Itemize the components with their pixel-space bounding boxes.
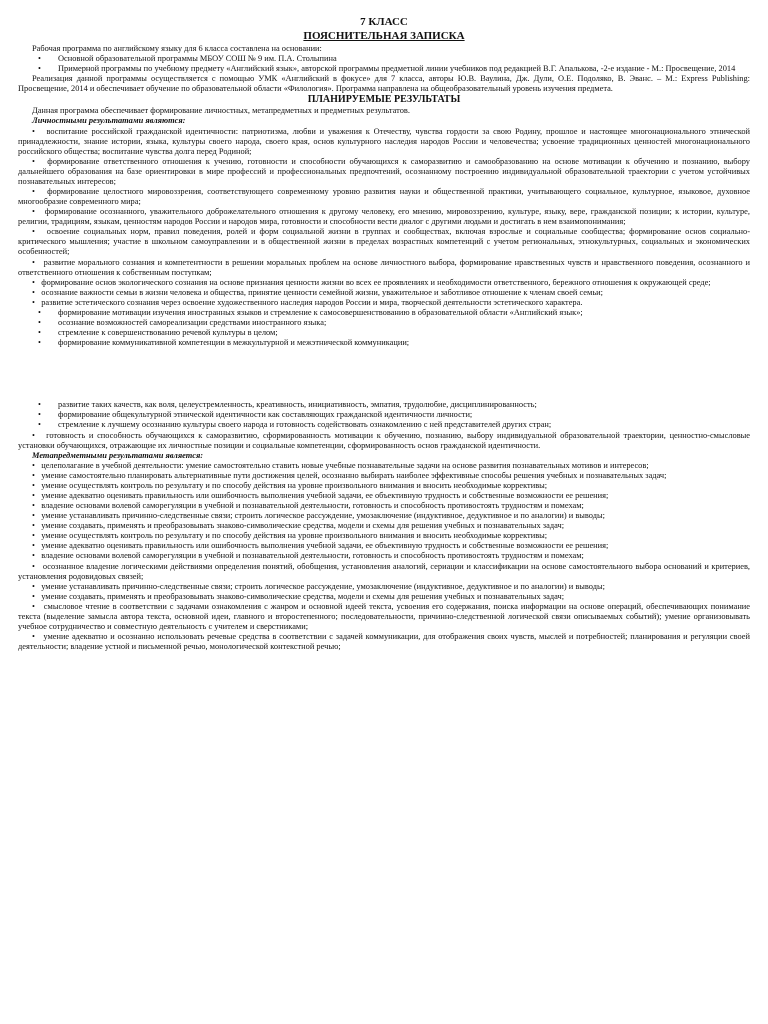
list-item: • умение адекватно оценивать правильность или ошибочность выполнения учебной задачи, ее объективную трудность и собственные возможности ее решения; xyxy=(32,490,609,500)
list-item: • формирование ответственного отношения к учению, готовности и способности обучающихся к саморазвитию и самообразованию на основе мотивации к обучению и познанию, выбору дальнейшего образования на базе ориентировки в мире профессий и профессиональных предпочтений, осознанному построению индивидуальной образовательной траектории с учетом устойчивых познавательных интересов; xyxy=(18,156,750,186)
list-item: • формирование мотивации изучения иностранных языков и стремление к самосовершенствованию в образовательной области «Английский язык»; xyxy=(18,308,750,318)
list-item: • готовность и способность обучающихся к саморазвитию, сформированность мотивации к обучению, познанию, выбору индивидуальной образовательной траектории, ценностно-смысловые установки обучающихся, отражающие их личностные позиции и социальные компетенции, сформированность основ гражданской идентичности. xyxy=(18,430,750,450)
results-paragraph: Данная программа обеспечивает формирование личностных, метапредметных и предметных результатов. xyxy=(32,106,410,116)
list-item: • умение устанавливать причинно-следственные связи; строить логическое рассуждение, умозаключение (индуктивное, дедуктивное и по аналогии) и выводы; xyxy=(32,511,605,521)
list-item: • владение основами волевой саморегуляции в учебной и познавательной деятельности, готовность и способность противостоять трудностям и помехам; xyxy=(32,501,584,511)
meta-results-lead: Метапредметными результатами является: xyxy=(32,450,204,460)
list-item: • умение осуществлять контроль по результату и по способу действия на уровне произвольного внимания и вносить необходимые коррективы; xyxy=(32,480,548,490)
list-item: • умение самостоятельно планировать альтернативные пути достижения целей, осознанно выбирать наиболее эффективные способы решения учебных и познавательных задач; xyxy=(32,470,667,480)
list-item: • умение осуществлять контроль по результату и по способу действия на уровне произвольного внимания и вносить необходимые коррективы; xyxy=(32,531,548,541)
list-item: • Примерной программы по учебному предмету «Английский язык», авторской программы предметной линии учебников под редакцией В.Г. Апалькова, -2-е издание - М.: Просвещение, 2014 xyxy=(18,64,750,74)
list-item: • осознание важности семьи в жизни человека и общества, принятие ценности семейной жизни, уважительное и заботливое отношение к членам своей семьи; xyxy=(32,287,603,297)
list-item: • воспитание российской гражданской идентичности: патриотизма, любви и уважения к Отечеству, чувства гордости за свою Родину, прошлое и настоящее многонационального этнической принадлежности, знание истории, языка, культуры своего народа, своего края, основ культурного наследия народов России и человечества; усвоение традиционных ценностей многонационального российского общества; воспитание чувства долга перед Родиной; xyxy=(18,126,751,156)
document-title: ПОЯСНИТЕЛЬНАЯ ЗАПИСКА xyxy=(303,29,465,42)
implementation-paragraph: Реализация данной программы осуществляется с помощью УМК «Английский в фокусе» для 7 класса, авторы Ю.В. Ваулина, Дж. Дули, О.Е. Подоляко, В. Эванс. – М.: Express Publishing: Просвещение, 2014 и обеспечивает обучение по образовательной области «Филология». Программа направлена на общеобразовательный уровень изучения предмета. xyxy=(18,73,750,93)
list-item: • стремление к лучшему осознанию культуры своего народа и готовность содействовать ознакомлению с ней представителей других стран; xyxy=(18,420,750,430)
list-item: • формирование коммуникативной компетенции в межкультурной и межэтнической коммуникации; xyxy=(18,338,750,348)
list-item: • стремление к совершенствованию речевой культуры в целом; xyxy=(18,328,750,338)
list-item: • владение основами волевой саморегуляции в учебной и познавательной деятельности, готовность и способность противостоять трудностям и помехам; xyxy=(32,551,584,561)
section-heading: ПЛАНИРУЕМЫЕ РЕЗУЛЬТАТЫ xyxy=(307,93,461,105)
list-item: • целеполагание в учебной деятельности: умение самостоятельно ставить новые учебные познавательные задачи на основе развития познавательных мотивов и интересов; xyxy=(32,460,649,470)
intro-list xyxy=(18,54,750,74)
meta-results-list xyxy=(18,461,750,652)
personal-results-list-3 xyxy=(18,400,750,430)
intro-paragraph: Рабочая программа по английскому языку для 6 класса составлена на основании: xyxy=(32,43,322,53)
list-item: • формирование целостного мировоззрения, соответствующего современному уровню развития науки и общественной практики, учитывающего социальное, культурное, языковое, духовное многообразие современного мира; xyxy=(18,187,750,207)
list-item: • осознанное владение логическими действиями определения понятий, обобщения, установления аналогий, сериации и классификации на основе самостоятельного выбора оснований и критериев, установления родовидовых связей; xyxy=(18,561,750,581)
list-item: • Основной образовательной программы МБОУ СОШ № 9 им. П.А. Столыпина xyxy=(18,54,750,64)
list-item: • формирование общекультурной этнической идентичности как составляющих гражданской идентичности личности; xyxy=(18,410,750,420)
list-item: • формирование основ экологического сознания на основе признания ценности жизни во всех ее проявлениях и необходимости ответственного, бережного отношения к окружающей среде; xyxy=(32,277,711,287)
list-item: • осознание возможностей самореализации средствами иностранного языка; xyxy=(18,318,750,328)
personal-results-list xyxy=(18,127,750,308)
personal-results-lead: Личностными результатами являются: xyxy=(32,116,186,126)
list-item: • умение создавать, применять и преобразовывать знаково-символические средства, модели и схемы для решения учебных и познавательных задач; xyxy=(32,591,565,601)
personal-results-list-4 xyxy=(18,431,750,451)
list-item: • умение адекватно оценивать правильность или ошибочность выполнения учебной задачи, ее объективную трудность и собственные возможности ее решения; xyxy=(32,541,609,551)
list-item: • развитие эстетического сознания через освоение художественного наследия народов России и мира, творческой деятельности эстетического характера. xyxy=(32,297,583,307)
list-item: • умение адекватно и осознанно использовать речевые средства в соответствии с задачей коммуникации, для отображения своих чувств, мыслей и потребностей; планирования и регуляции своей деятельности; владение устной и письменной речью, монологической контекстной речью; xyxy=(18,632,751,652)
personal-results-list-2 xyxy=(18,308,750,348)
list-item: • развитие морального сознания и компетентности в решении моральных проблем на основе личностного выбора, формирование нравственных чувств и нравственного поведения, осознанного и ответственного отношения к собственным поступкам; xyxy=(18,257,750,277)
grade-heading: 7 КЛАСС xyxy=(360,16,408,28)
list-item: • формирование осознанного, уважительного доброжелательного отношения к другому человеку, его мнению, мировоззрению, культуре, языку, вере, гражданской позиции; к истории, культуре, религии, традициям, языкам, ценностям народов России и народов мира, готовности и способности вести диалог с другими людьми и достигать в нем взаимопонимания; xyxy=(18,207,750,227)
list-item: • умение устанавливать причинно-следственные связи; строить логическое рассуждение, умозаключение (индуктивное, дедуктивное и по аналогии) и выводы; xyxy=(32,581,605,591)
list-item: • умение создавать, применять и преобразовывать знаково-символические средства, модели и схемы для решения учебных и познавательных задач; xyxy=(32,521,565,531)
blank-gap xyxy=(18,348,750,400)
list-item: • развитие таких качеств, как воля, целеустремленность, креативность, инициативность, эмпатия, трудолюбие, дисциплинированность; xyxy=(18,400,750,410)
list-item: • смысловое чтение в соответствии с задачами ознакомления с жанром и основной идеей текста, усвоения его содержания, поиска информации на основе операций, обеспечивающих понимание текста (выделение замысла автора текста, основной идеи, главного и второстепенного; последовательности, причинно-следственной логической связи описываемых событий); умение организовывать учебное сотрудничество и совместную деятельность с учителем и сверстниками; xyxy=(18,601,751,631)
list-item: • освоение социальных норм, правил поведения, ролей и форм социальной жизни в группах и сообществах, включая взрослые и социальные сообщества; формирование основ социально-критического мышления; участие в школьном самоуправлении и в общественной жизни в пределах возрастных компетенций с учетом региональных, этнокультурных, социальных и экономических особенностей; xyxy=(18,227,750,257)
